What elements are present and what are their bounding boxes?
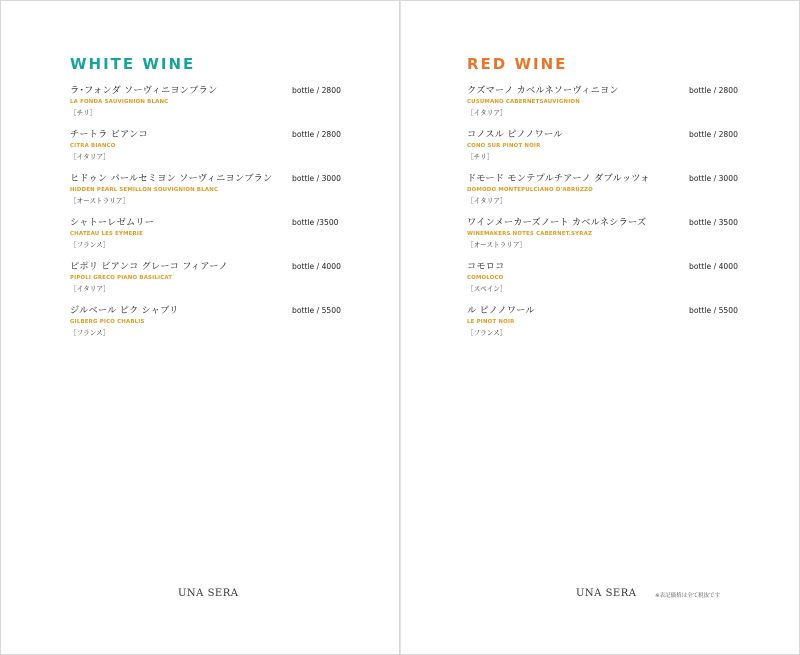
wine-item xyxy=(467,305,737,349)
wine-item xyxy=(70,217,340,261)
wine-origin: ［オーストラリア］ xyxy=(467,241,527,249)
wine-price: bottle / 2800 xyxy=(292,86,341,95)
red-wine-list xyxy=(467,85,737,349)
wine-name-en: LA FONDA SAUVIGNION BLANC xyxy=(70,99,169,105)
wine-name-jp: クズマーノ カベルネソーヴィニヨン xyxy=(467,85,619,96)
wine-item xyxy=(467,261,737,305)
una-sera-logo-left: UNA SERA xyxy=(178,588,239,599)
wine-name-jp: コノスル ピノノワール xyxy=(467,129,563,140)
wine-origin: ［フランス］ xyxy=(70,241,110,249)
wine-origin: ［スペイン］ xyxy=(467,285,507,293)
wine-item xyxy=(467,85,737,129)
una-sera-logo-right: UNA SERA xyxy=(576,588,637,599)
red-wine-page xyxy=(400,0,800,655)
wine-name-jp: ラ･フォンダ ソーヴィニヨンブラン xyxy=(70,85,218,96)
white-wine-title: WHITE WINE xyxy=(70,55,196,73)
wine-price: bottle / 4000 xyxy=(292,262,341,271)
wine-item xyxy=(467,173,737,217)
wine-item xyxy=(70,305,340,349)
wine-name-en: CITRA BIANCO xyxy=(70,143,116,149)
wine-name-en: COMOLOCO xyxy=(467,275,504,281)
wine-name-en: CUSUMANO CABERNETSAUVIGNION xyxy=(467,99,580,105)
red-wine-title: RED WINE xyxy=(467,55,568,73)
wine-name-jp: コモロコ xyxy=(467,261,505,272)
wine-price: bottle / 3500 xyxy=(689,218,738,227)
page-gutter xyxy=(399,0,401,655)
wine-price: bottle / 4000 xyxy=(689,262,738,271)
wine-origin: ［イタリア］ xyxy=(70,153,110,161)
wine-name-jp: チートラ ビアンコ xyxy=(70,129,148,140)
wine-origin: ［イタリア］ xyxy=(467,197,507,205)
wine-name-en: WINEMAKERS NOTES CABERNET.SYRAZ xyxy=(467,231,593,237)
wine-name-jp: ピポリ ビアンコ グレーコ フィアーノ xyxy=(70,261,228,272)
wine-origin: ［オーストラリア］ xyxy=(70,197,130,205)
wine-item xyxy=(70,129,340,173)
wine-name-en: HIDDEN PEARL SEMILLON SOUVIGNION BLANC xyxy=(70,187,219,193)
wine-name-jp: シャトーレゼムリー xyxy=(70,217,155,228)
wine-name-en: CONO SUR PINOT NOIR xyxy=(467,143,541,149)
wine-origin: ［チリ］ xyxy=(70,109,97,117)
wine-item xyxy=(467,129,737,173)
wine-name-en: CHATEAU LES EYMERIE xyxy=(70,231,143,237)
wine-origin: ［フランス］ xyxy=(467,329,507,337)
wine-origin: ［イタリア］ xyxy=(70,285,110,293)
wine-name-jp: ワインメーカーズノート カベルネシラーズ xyxy=(467,217,647,228)
wine-price: bottle / 5500 xyxy=(292,306,341,315)
wine-item xyxy=(70,261,340,305)
wine-price: bottle / 2800 xyxy=(292,130,341,139)
wine-item xyxy=(70,85,340,129)
wine-name-jp: ジルベール ピク シャブリ xyxy=(70,305,179,316)
wine-name-jp: ドモード モンテプルチアーノ ダブルッツォ xyxy=(467,173,650,184)
wine-price: bottle /3500 xyxy=(292,218,339,227)
wine-price: bottle / 2800 xyxy=(689,86,738,95)
wine-origin: ［イタリア］ xyxy=(467,109,507,117)
wine-item xyxy=(70,173,340,217)
wine-name-jp: ヒドゥン パールセミヨン ソーヴィニヨンブラン xyxy=(70,173,273,184)
wine-price: bottle / 5500 xyxy=(689,306,738,315)
white-wine-list xyxy=(70,85,340,349)
wine-price: bottle / 3000 xyxy=(689,174,738,183)
wine-item xyxy=(467,217,737,261)
wine-origin: ［チリ］ xyxy=(467,153,494,161)
tax-footnote: ※表記価格は全て税抜です xyxy=(655,593,721,599)
wine-name-en: PIPOLI GRECO PIANO BASILICAT xyxy=(70,275,173,281)
wine-origin: ［フランス］ xyxy=(70,329,110,337)
wine-name-jp: ル ピノノワール xyxy=(467,305,535,316)
wine-price: bottle / 3000 xyxy=(292,174,341,183)
wine-name-en: LE PINOT NOIR xyxy=(467,319,515,325)
wine-price: bottle / 2800 xyxy=(689,130,738,139)
wine-name-en: GILBERG PICO CHABLIS xyxy=(70,319,145,325)
wine-name-en: DOMODO MONTEPULCIANO D'ABRUZZO xyxy=(467,187,593,193)
